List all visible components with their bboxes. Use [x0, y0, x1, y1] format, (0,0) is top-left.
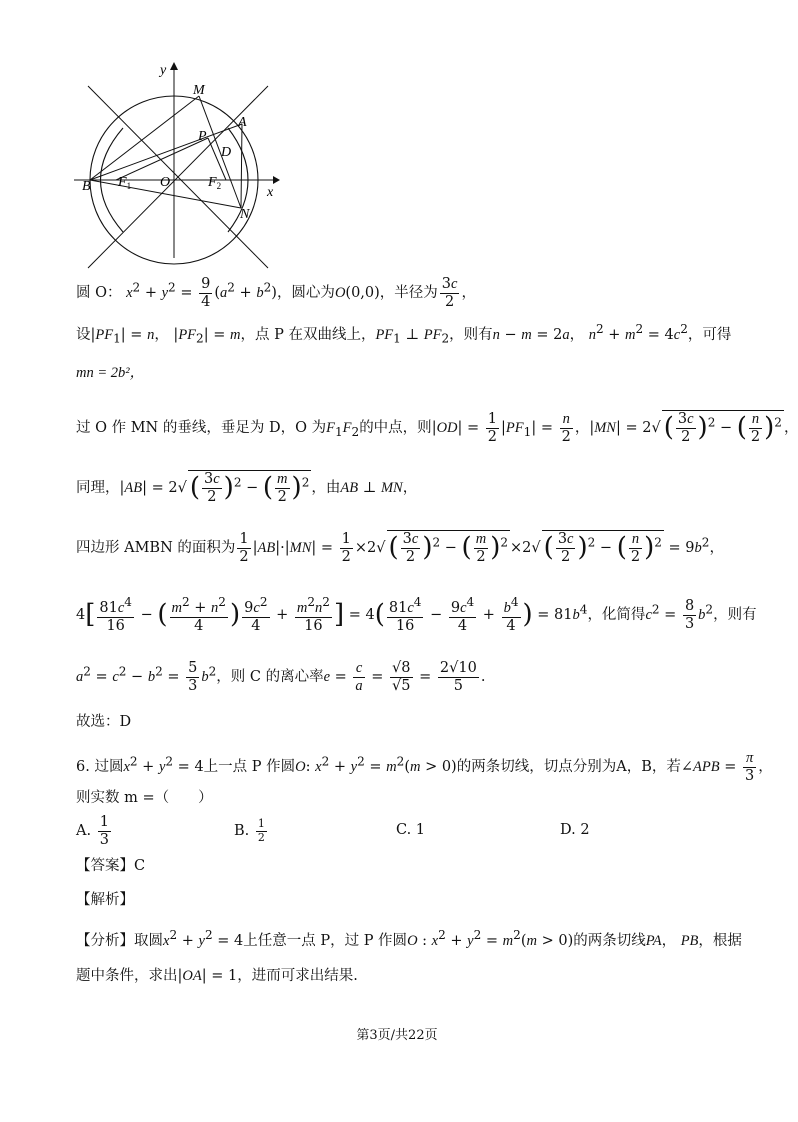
solution-line-4: 过 O 作 MN 的垂线，垂足为 D，O 为$F_1F_2$的中点，则|OD| = $\frac{1}{2}$ $|PF_1|$ = $\frac{n}{2}$ ，|MN| = 2√ ( $\frac{3c}{2}$ )$^2$ − ( $\frac{n}{2}$ )$^2$ ，: [76, 411, 798, 445]
solution-line-3: mn = 2b²，: [76, 365, 145, 381]
label-x: x: [267, 185, 274, 200]
solution-line-2: 设$|PF_1| = n$， $|PF_2| = m$，点 P 在双曲线上，$PF_1$ ⊥ $PF_2$，则有n − m = 2a， $n^2 + m^2 = 4c^2$，可得: [76, 322, 732, 346]
x-arrow: [273, 176, 280, 184]
seg-an: [241, 124, 242, 208]
choice-b[interactable]: B. $\frac{1}{2}$: [234, 817, 265, 844]
label-o: O: [160, 175, 171, 190]
label-m: M: [193, 83, 205, 98]
choice-d[interactable]: D. 2: [560, 822, 590, 838]
solution-line-5: 同理，|AB| = 2√ ( $\frac{3c}{2}$ )$^2$ − ( $\frac{m}{2}$ )$^2$ ，由AB ⊥ MN，: [76, 471, 418, 505]
analysis-line-2: 题中条件，求出|OA| = 1，进而可求出结果.: [76, 968, 358, 984]
seg-mn: [199, 96, 241, 208]
label-n: N: [240, 207, 250, 222]
seg-pf1: [116, 138, 208, 180]
solution-line-6: 四边形 AMBN 的面积为 $\frac{1}{2}$ |AB|·|MN| = $\frac{1}{2}$ ×2√ ( $\frac{3c}{2}$ )$^2$ − ( $\frac{m}{2}$ )$^2$ ×2√ ( $\frac{3c}{2}$ )$^2$ − ( $\frac{n}{2}$ )$^2 = 9b^2$，: [76, 531, 724, 565]
label-a: A: [238, 115, 247, 130]
label-f2: $F_2$: [208, 175, 222, 191]
analysis-title: 【解析】: [76, 892, 134, 908]
label-b: B: [82, 179, 91, 194]
question-number: 6.: [76, 759, 90, 776]
geometry-figure: [68, 58, 288, 258]
label-d: D: [221, 145, 232, 160]
label-f1: $F_1$: [118, 175, 132, 191]
label-y: y: [160, 63, 167, 78]
answer-line: 【答案】C: [76, 858, 146, 874]
analysis-line-1: 【分析】取圆$x^2 + y^2 = 4$上任意一点 P，过 P 作圆O : $x^2 + y^2 = m^2(m > 0)$的两条切线PA， PB，根据: [76, 928, 742, 949]
solution-line-8: $a^2 = c^2 - b^2$ = $\frac{5}{3}$ $b^2$，则 C 的离心率e = $\frac{c}{a}$ = $\frac{√8}{√5}$ = $\frac{2√10}{5}$ .: [76, 660, 486, 694]
question-6-line-1: 6. 过圆$x^2 + y^2 = 4$上一点 P 作圆O: $x^2 + y^2 = m^2(m > 0)$的两条切线，切点分别为A，B，若∠APB = $\frac{\pi}{3}$ ，: [76, 750, 773, 784]
seg-ba: [90, 124, 242, 180]
solution-line-7: 4[ $\frac{81c^4}{16}$ − ( $\frac{m^2 + n^2}{4}$ ) $\frac{9c^2}{4}$ + $\frac{m^2n^2}{16}$ ] = 4( $\frac{81c^4}{16}$ − $\frac{9c^4}{4}$ + $\frac{b^4}{4}$ ) = $81b^4$，化简得$c^2$ = $\frac{8}{3}$ $b^2$，则有: [76, 595, 757, 634]
choice-a[interactable]: A. $\frac{1}{3}$: [76, 814, 109, 848]
solution-line-9: 故选：D: [76, 714, 132, 730]
choice-c[interactable]: C. 1: [396, 822, 426, 838]
question-6-line-2: 则实数 m =（ ）: [76, 790, 213, 806]
solution-line-1: 圆 O： $x^2 + y^2$ = $\frac{9}{4}$ $(a^2 + b^2)$，圆心为O(0,0)，半径为 $\frac{3c}{2}$ ，: [76, 276, 476, 310]
label-p: P: [198, 129, 207, 144]
page-footer: 第3页/共22页: [356, 1028, 438, 1043]
y-arrow: [170, 62, 178, 70]
